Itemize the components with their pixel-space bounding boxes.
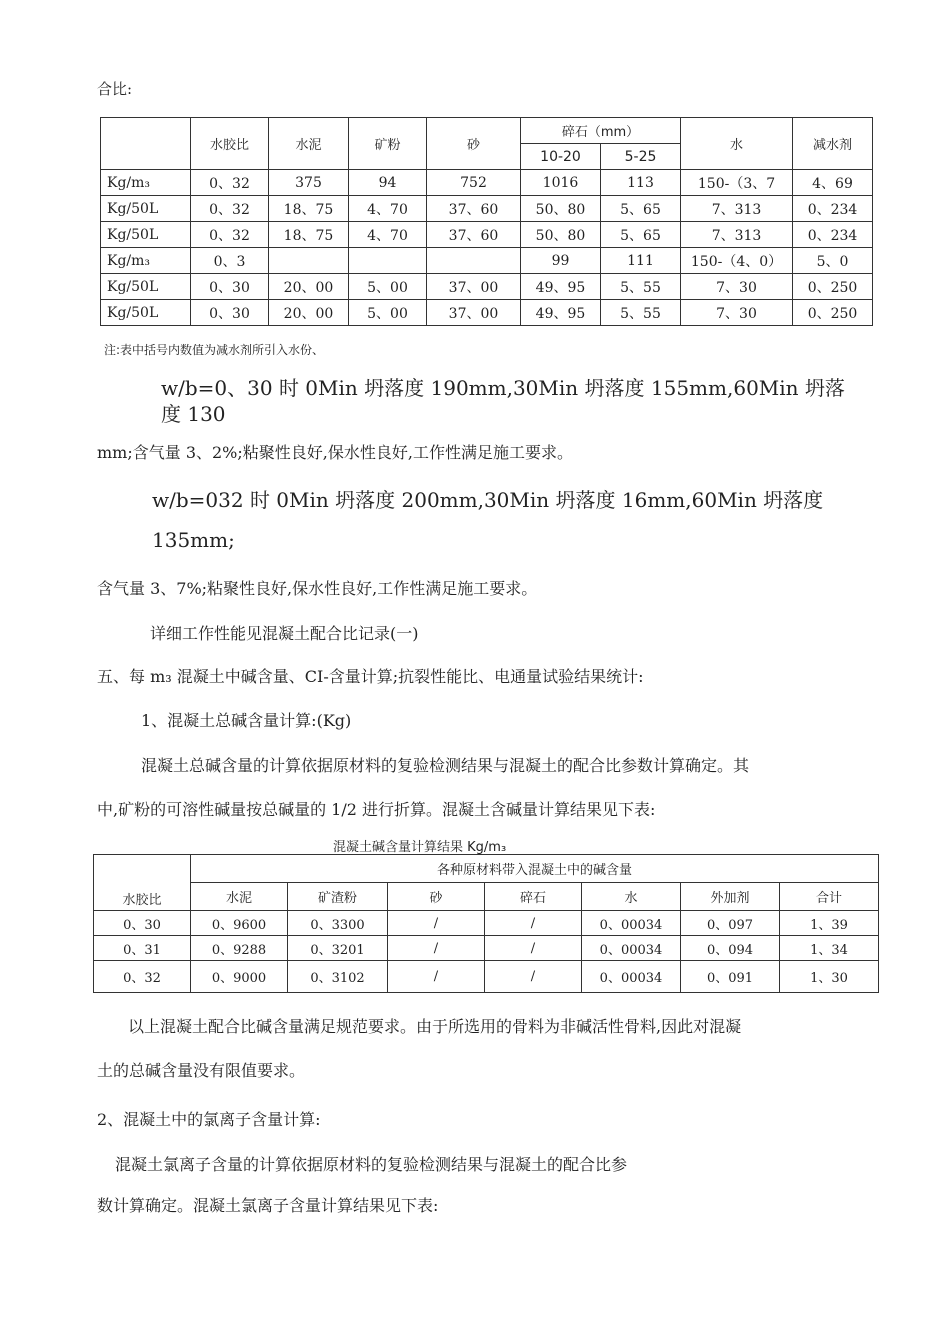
table-cell: 5、65 — [601, 196, 681, 222]
col-header: 外加剂 — [681, 883, 780, 911]
table-row — [94, 911, 879, 936]
table-cell: 4、70 — [349, 196, 427, 222]
table-row — [101, 300, 873, 326]
table-cell: 1、39 — [780, 911, 879, 936]
sub-header: 10-20 — [521, 144, 601, 170]
table-cell: 0、30 — [191, 274, 269, 300]
table-cell — [427, 248, 521, 274]
col-header: 水 — [582, 883, 681, 911]
table-cell: 37、60 — [427, 196, 521, 222]
paragraph: 含气量 3、7%;粘聚性良好,保水性良好,工作性满足施工要求。 — [97, 579, 538, 598]
table-cell: 0、234 — [793, 196, 873, 222]
unit-cell: Kg/m₃ — [101, 248, 191, 274]
table-cell: 0、9000 — [191, 961, 288, 993]
table-cell: 0、9288 — [191, 936, 288, 961]
table-cell: 0、234 — [793, 222, 873, 248]
table-row — [101, 222, 873, 248]
table-cell: 4、70 — [349, 222, 427, 248]
col-header: 碎石（mm） — [521, 118, 681, 144]
table-cell: 7、313 — [681, 196, 793, 222]
table-cell: 5、00 — [349, 300, 427, 326]
table-cell: 1、30 — [780, 961, 879, 993]
paragraph: 135mm; — [152, 528, 235, 552]
table-cell: 0、32 — [191, 196, 269, 222]
paragraph: 详细工作性能见混凝土配合比记录(一) — [150, 624, 419, 643]
unit-cell: Kg/50L — [101, 300, 191, 326]
table-cell: 0、30 — [94, 911, 191, 936]
table-caption: 混凝土碱含量计算结果 Kg/m₃ — [333, 840, 507, 855]
table-cell: 5、55 — [601, 274, 681, 300]
subsection-heading: 2、混凝土中的氯离子含量计算: — [97, 1110, 321, 1129]
col-header: 水泥 — [191, 883, 288, 911]
table-cell: 94 — [349, 170, 427, 196]
table-cell: 0、32 — [94, 961, 191, 993]
col-header: 水 — [681, 118, 793, 170]
col-header: 砂 — [388, 883, 485, 911]
table-cell: 0、31 — [94, 936, 191, 961]
table-cell: 0、094 — [681, 936, 780, 961]
paragraph: 混凝土总碱含量的计算依据原材料的复验检测结果与混凝土的配合比参数计算确定。其 — [141, 756, 750, 775]
table-cell: 0、3 — [191, 248, 269, 274]
table-cell: 20、00 — [269, 300, 349, 326]
table-cell: 49、95 — [521, 300, 601, 326]
table-cell — [269, 248, 349, 274]
table-row — [94, 936, 879, 961]
table-cell: 37、00 — [427, 300, 521, 326]
subsection-heading: 1、混凝土总碱含量计算:(Kg) — [141, 711, 352, 730]
table-cell: 1016 — [521, 170, 601, 196]
mix-proportion-table — [100, 117, 873, 326]
table-cell: 1、34 — [780, 936, 879, 961]
table-cell: 0、250 — [793, 274, 873, 300]
table-cell: 111 — [601, 248, 681, 274]
col-header: 水泥 — [269, 118, 349, 170]
col-header: 矿粉 — [349, 118, 427, 170]
table-cell: 0、3102 — [288, 961, 388, 993]
paragraph: mm;含气量 3、2%;粘聚性良好,保水性良好,工作性满足施工要求。 — [97, 443, 573, 462]
unit-cell: Kg/m₃ — [101, 170, 191, 196]
paragraph: 度 130 — [161, 402, 226, 426]
table-cell: 5、65 — [601, 222, 681, 248]
table-cell: 50、80 — [521, 196, 601, 222]
table-cell: 0、32 — [191, 170, 269, 196]
col-header: 合计 — [780, 883, 879, 911]
table-cell: 5、00 — [349, 274, 427, 300]
table-row — [94, 961, 879, 993]
table-cell: 5、55 — [601, 300, 681, 326]
paragraph: 数计算确定。混凝土氯离子含量计算结果见下表: — [97, 1196, 439, 1215]
sub-header: 5-25 — [601, 144, 681, 170]
section-label: 合比: — [97, 80, 133, 98]
table-cell: / — [485, 936, 582, 961]
table-row — [101, 196, 873, 222]
table-cell: 0、30 — [191, 300, 269, 326]
table-cell: 0、097 — [681, 911, 780, 936]
table-row — [101, 274, 873, 300]
paragraph: 土的总碱含量没有限值要求。 — [97, 1061, 306, 1080]
paragraph: w/b=0、30 时 0Min 坍落度 190mm,30Min 坍落度 155mm,60Min 坍落 — [161, 376, 845, 400]
table-cell: 0、00034 — [582, 936, 681, 961]
unit-cell: Kg/50L — [101, 196, 191, 222]
table-cell: 150-（4、0） — [681, 248, 793, 274]
paragraph: 中,矿粉的可溶性碱量按总碱量的 1/2 进行折算。混凝土含碱量计算结果见下表: — [97, 800, 656, 819]
table-cell: 0、00034 — [582, 911, 681, 936]
table-cell: 7、30 — [681, 274, 793, 300]
unit-cell: Kg/50L — [101, 222, 191, 248]
row-header: 水胶比 — [94, 855, 191, 911]
table-cell: / — [485, 961, 582, 993]
table-cell: 37、00 — [427, 274, 521, 300]
table-cell: 0、250 — [793, 300, 873, 326]
table-cell: / — [388, 961, 485, 993]
table-cell: 18、75 — [269, 196, 349, 222]
table-cell — [349, 248, 427, 274]
col-header: 减水剂 — [793, 118, 873, 170]
table-cell: 7、30 — [681, 300, 793, 326]
corner-cell — [101, 118, 191, 170]
table-cell: 50、80 — [521, 222, 601, 248]
table-cell: 0、9600 — [191, 911, 288, 936]
table-cell: 0、00034 — [582, 961, 681, 993]
group-header: 各种原材料带入混凝土中的碱含量 — [191, 855, 879, 883]
alkali-content-table — [93, 854, 879, 993]
table-cell: 752 — [427, 170, 521, 196]
table-cell: / — [388, 911, 485, 936]
col-header: 水胶比 — [191, 118, 269, 170]
table-cell: 18、75 — [269, 222, 349, 248]
table-row — [101, 248, 873, 274]
table-cell: 113 — [601, 170, 681, 196]
unit-cell: Kg/50L — [101, 274, 191, 300]
table-cell: 150-（3、7 — [681, 170, 793, 196]
table-cell: 0、3201 — [288, 936, 388, 961]
col-header: 矿渣粉 — [288, 883, 388, 911]
col-header: 碎石 — [485, 883, 582, 911]
table-cell: 0、3300 — [288, 911, 388, 936]
paragraph: w/b=032 时 0Min 坍落度 200mm,30Min 坍落度 16mm,60Min 坍落度 — [152, 488, 824, 512]
table-cell: 49、95 — [521, 274, 601, 300]
table-cell: 0、091 — [681, 961, 780, 993]
table-cell: 99 — [521, 248, 601, 274]
table-cell: / — [485, 911, 582, 936]
table-cell: 7、313 — [681, 222, 793, 248]
table-note: 注:表中括号内数值为减水剂所引入水份、 — [104, 343, 325, 357]
table-cell: 37、60 — [427, 222, 521, 248]
paragraph: 以上混凝土配合比碱含量满足规范要求。由于所选用的骨料为非碱活性骨料,因此对混凝 — [128, 1017, 742, 1036]
table-cell: 5、0 — [793, 248, 873, 274]
table-cell: / — [388, 936, 485, 961]
col-header: 砂 — [427, 118, 521, 170]
section-heading: 五、每 m₃ 混凝土中碱含量、CI-含量计算;抗裂性能比、电通量试验结果统计: — [97, 667, 644, 686]
table-cell: 20、00 — [269, 274, 349, 300]
paragraph: 混凝土氯离子含量的计算依据原材料的复验检测结果与混凝土的配合比参 — [115, 1155, 628, 1174]
table-cell: 4、69 — [793, 170, 873, 196]
table-cell: 0、32 — [191, 222, 269, 248]
table-row — [101, 170, 873, 196]
table-cell: 375 — [269, 170, 349, 196]
